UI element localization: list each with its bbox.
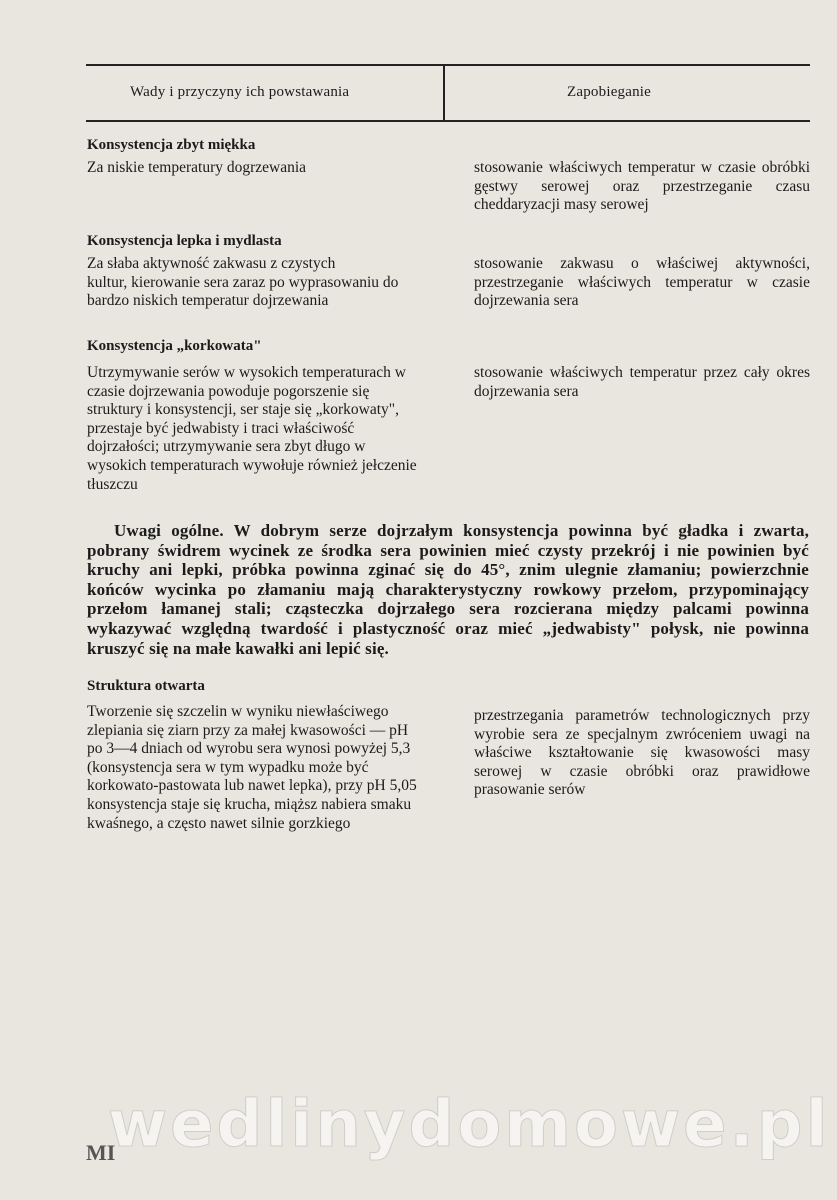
prevention-sticky: stosowanie zakwasu o właściwej aktywności, przestrzeganie właściwych temperatur w czasie dojrzewania sera [474,255,810,310]
prevention-corky: stosowanie właściwych temperatur przez cały okres dojrzewania sera [474,364,810,400]
header-causes: Wady i przyczyny ich powstawania [130,84,350,100]
header-column-divider [443,66,445,120]
header-bottom-rule [86,120,810,122]
section-title-open-structure: Struktura otwarta [87,678,205,694]
prevention-soft: stosowanie właściwych temperatur w czasie obróbki gęstwy serowej oraz przestrzeganie czasu cheddaryzacji masy serowej [474,159,810,214]
general-notes [87,521,809,658]
cause-open-structure: Tworzenie się szczelin w wyniku niewłaściwego zlepiania się ziarn przy za małej kwasowości — pH po 3—4 dniach od wyrobu sera wynosi powyżej 5,3 (konsystencja sera w tym wypadku może być korkowato-pastowata lub nawet lepka), przy pH 5,05 konsystencja staje się krucha, miąższ nabiera smaku kwaśnego, a często nawet silnie gorzkiego [87,703,417,832]
section-title-corky: Konsystencja „korkowata" [87,338,262,354]
page-number: MI [86,1140,116,1165]
section-title-soft: Konsystencja zbyt miękka [87,137,256,153]
cause-soft: Za niskie temperatury dogrzewania [87,159,307,176]
header-top-rule [86,64,810,66]
prevention-open-structure: przestrzegania parametrów technologicznych przy wyrobie sera ze specjalnym zwróceniem uwagi na właściwe kształtowanie się kwasowości masy serowej w czasie obróbki oraz prawidłowe prasowanie serów [474,707,810,799]
header-prevention: Zapobieganie [567,84,652,100]
general-notes-lead: Uwagi ogólne. [114,521,224,540]
cause-sticky: Za słaba aktywność zakwasu z czystych kultur, kierowanie sera zaraz po wyprasowaniu do bardzo niskich temperatur dojrzewania [87,255,399,310]
section-title-sticky: Konsystencja lepka i mydlasta [87,233,282,249]
cause-corky: Utrzymywanie serów w wysokich temperaturach w czasie dojrzewania powoduje pogorszenie się struktury i konsystencji, ser staje się „korkowaty", przestaje być jedwabisty i traci właściwość dojrzałości; utrzymywanie sera zbyt długo w wysokich temperaturach wywołuje również jełczenie tłuszczu [87,364,417,493]
general-notes-text: W dobrym serze dojrzałym konsystencja powinna być gładka i zwarta, pobrany świdrem wycinek ze środka sera powinien mieć czysty przekrój i nie powinien być kruchy ani lepki, próbka powinna zginać się do 45°, znim ulegnie złamaniu; powierzchnie końców wycinka po złamaniu mają charakterystyczny rowkowy przełom, przypominający przełom łamanej stali; cząsteczka dojrzałego sera rozcierana między palcami powinna wykazywać względną twardość i plastyczność oraz mieć „jedwabisty" połysk, nie powinna kruszyć się na małe kawałki ani lepić się. [87,521,809,658]
watermark: wedlinydomowe.pl [108,1088,831,1162]
